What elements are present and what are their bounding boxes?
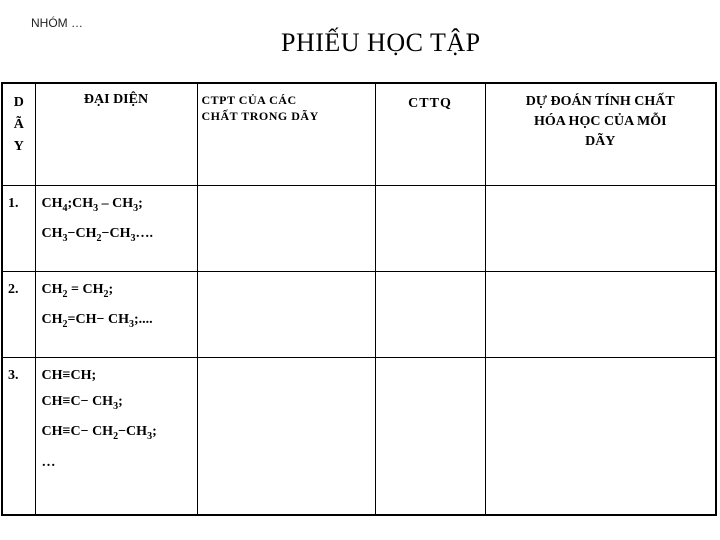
day-header-letter: Y <box>13 139 24 154</box>
ctpt-cell[interactable] <box>197 357 375 515</box>
column-header-day <box>2 83 35 185</box>
formula-line: $CH\equiv C- CH_3$; <box>41 393 123 412</box>
prediction-cell[interactable] <box>485 357 716 515</box>
column-header-ctpt <box>197 83 375 185</box>
cttq-cell[interactable] <box>375 185 485 271</box>
table-row <box>2 185 716 271</box>
column-header-cttq: CTTQ <box>375 83 485 185</box>
prediction-header-line: DÃY <box>585 134 616 149</box>
prediction-header-line: DỰ ĐOÁN TÍNH CHẤT <box>525 94 675 109</box>
table-header-row <box>2 83 716 185</box>
page-title: PHIẾU HỌC TẬP <box>281 28 481 57</box>
prediction-cell[interactable] <box>485 271 716 357</box>
row-number: 1. <box>2 185 35 271</box>
prediction-header-line: HÓA HỌC CỦA MỖI <box>533 114 667 129</box>
ctpt-cell[interactable] <box>197 271 375 357</box>
formula-line: $CH_2 = CH_2$; <box>41 281 114 300</box>
column-header-representative: ĐẠI DIỆN <box>35 83 197 185</box>
ctpt-header-line: CTPT CỦA CÁC <box>201 93 297 107</box>
formula-line: $CH_4;CH_3 - CH_3$; <box>41 195 143 214</box>
table-row <box>2 271 716 357</box>
cttq-cell[interactable] <box>375 357 485 515</box>
formula-line: $CH_2=CH- CH_3$;.... <box>41 312 153 331</box>
formula-line: $CH_3-CH_2-CH_3\dots$. <box>41 226 153 245</box>
day-header-letter: D <box>13 95 24 110</box>
ctpt-header-line: CHẤT TRONG DÃY <box>201 109 319 123</box>
cttq-cell[interactable] <box>375 271 485 357</box>
representative-cell <box>35 357 197 515</box>
formula-line: … <box>41 455 56 471</box>
ctpt-cell[interactable] <box>197 185 375 271</box>
formula-line: $CH\equiv C- CH_2-CH_3$; <box>41 424 157 443</box>
column-header-prediction <box>485 83 716 185</box>
formula-line: CH≡CH; <box>41 367 97 383</box>
worksheet-table <box>1 82 717 516</box>
prediction-cell[interactable] <box>485 185 716 271</box>
row-number: 2. <box>2 271 35 357</box>
representative-cell <box>35 271 197 357</box>
row-number: 3. <box>2 357 35 515</box>
table-row <box>2 357 716 515</box>
day-header-letter: Ã <box>13 117 24 132</box>
group-label: NHÓM … <box>31 16 83 30</box>
representative-cell <box>35 185 197 271</box>
